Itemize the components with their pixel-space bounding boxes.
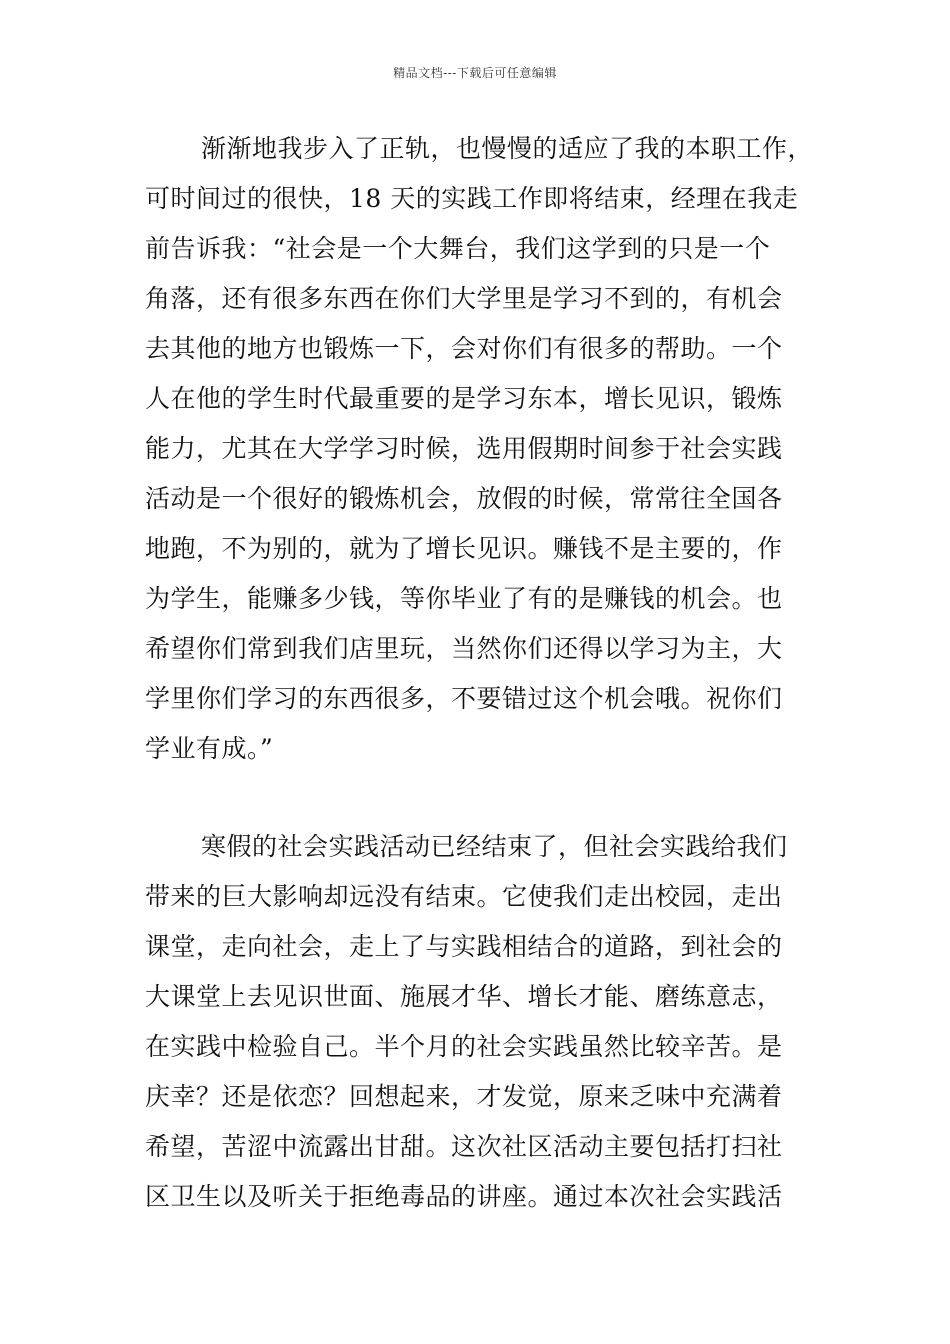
- text-line: 学里你们学习的东西很多，不要错过这个机会哦。祝你们: [145, 684, 783, 713]
- text-line: 去其他的地方也锻炼一下，会对你们有很多的帮助。一个: [145, 334, 783, 363]
- text-line: 庆幸？还是依恋？回想起来，才发觉，原来乏味中充满着: [145, 1082, 783, 1111]
- text-line: 角落，还有很多东西在你们大学里是学习不到的，有机会: [145, 284, 783, 313]
- text-line: 在实践中检验自己。半个月的社会实践虽然比较辛苦。是: [145, 1032, 783, 1061]
- paragraph: [145, 124, 814, 774]
- text-line: 学业有成。”: [145, 734, 274, 763]
- text-line: 课堂，走向社会，走上了与实践相结合的道路，到社会的: [145, 932, 783, 961]
- text-line: 希望你们常到我们店里玩，当然你们还得以学习为主，大: [145, 634, 783, 663]
- text-line: 地跑，不为别的，就为了增长见识。赚钱不是主要的，作: [145, 534, 783, 563]
- paragraph: [145, 822, 810, 1222]
- text-line: 区卫生以及听关于拒绝毒品的讲座。通过本次社会实践活: [145, 1182, 783, 1211]
- text-line: 能力，尤其在大学学习时候，选用假期时间参于社会实践: [145, 434, 783, 463]
- text-line: 可时间过的很快，18 天的实践工作即将结束，经理在我走: [145, 184, 799, 213]
- text-line: 活动是一个很好的锻炼机会，放假的时候，常常往全国各: [145, 484, 783, 513]
- text-line: 渐渐地我步入了正轨，也慢慢的适应了我的本职工作，: [201, 134, 814, 163]
- text-line: 大课堂上去见识世面、施展才华、增长才能、磨练意志，: [145, 982, 783, 1011]
- text-line: 前告诉我：“社会是一个大舞台，我们这学到的只是一个: [145, 234, 771, 263]
- text-line: 带来的巨大影响却远没有结束。它使我们走出校园，走出: [145, 882, 783, 911]
- text-line: 人在他的学生时代最重要的是学习东本，增长见识，锻炼: [145, 384, 783, 413]
- text-line: 为学生，能赚多少钱，等你毕业了有的是赚钱的机会。也: [145, 584, 783, 613]
- page-header: 精品文档---下载后可任意编辑: [393, 66, 557, 80]
- text-line: 希望，苦涩中流露出甘甜。这次社区活动主要包括打扫社: [145, 1132, 783, 1161]
- text-line: 寒假的社会实践活动已经结束了，但社会实践给我们: [201, 832, 788, 861]
